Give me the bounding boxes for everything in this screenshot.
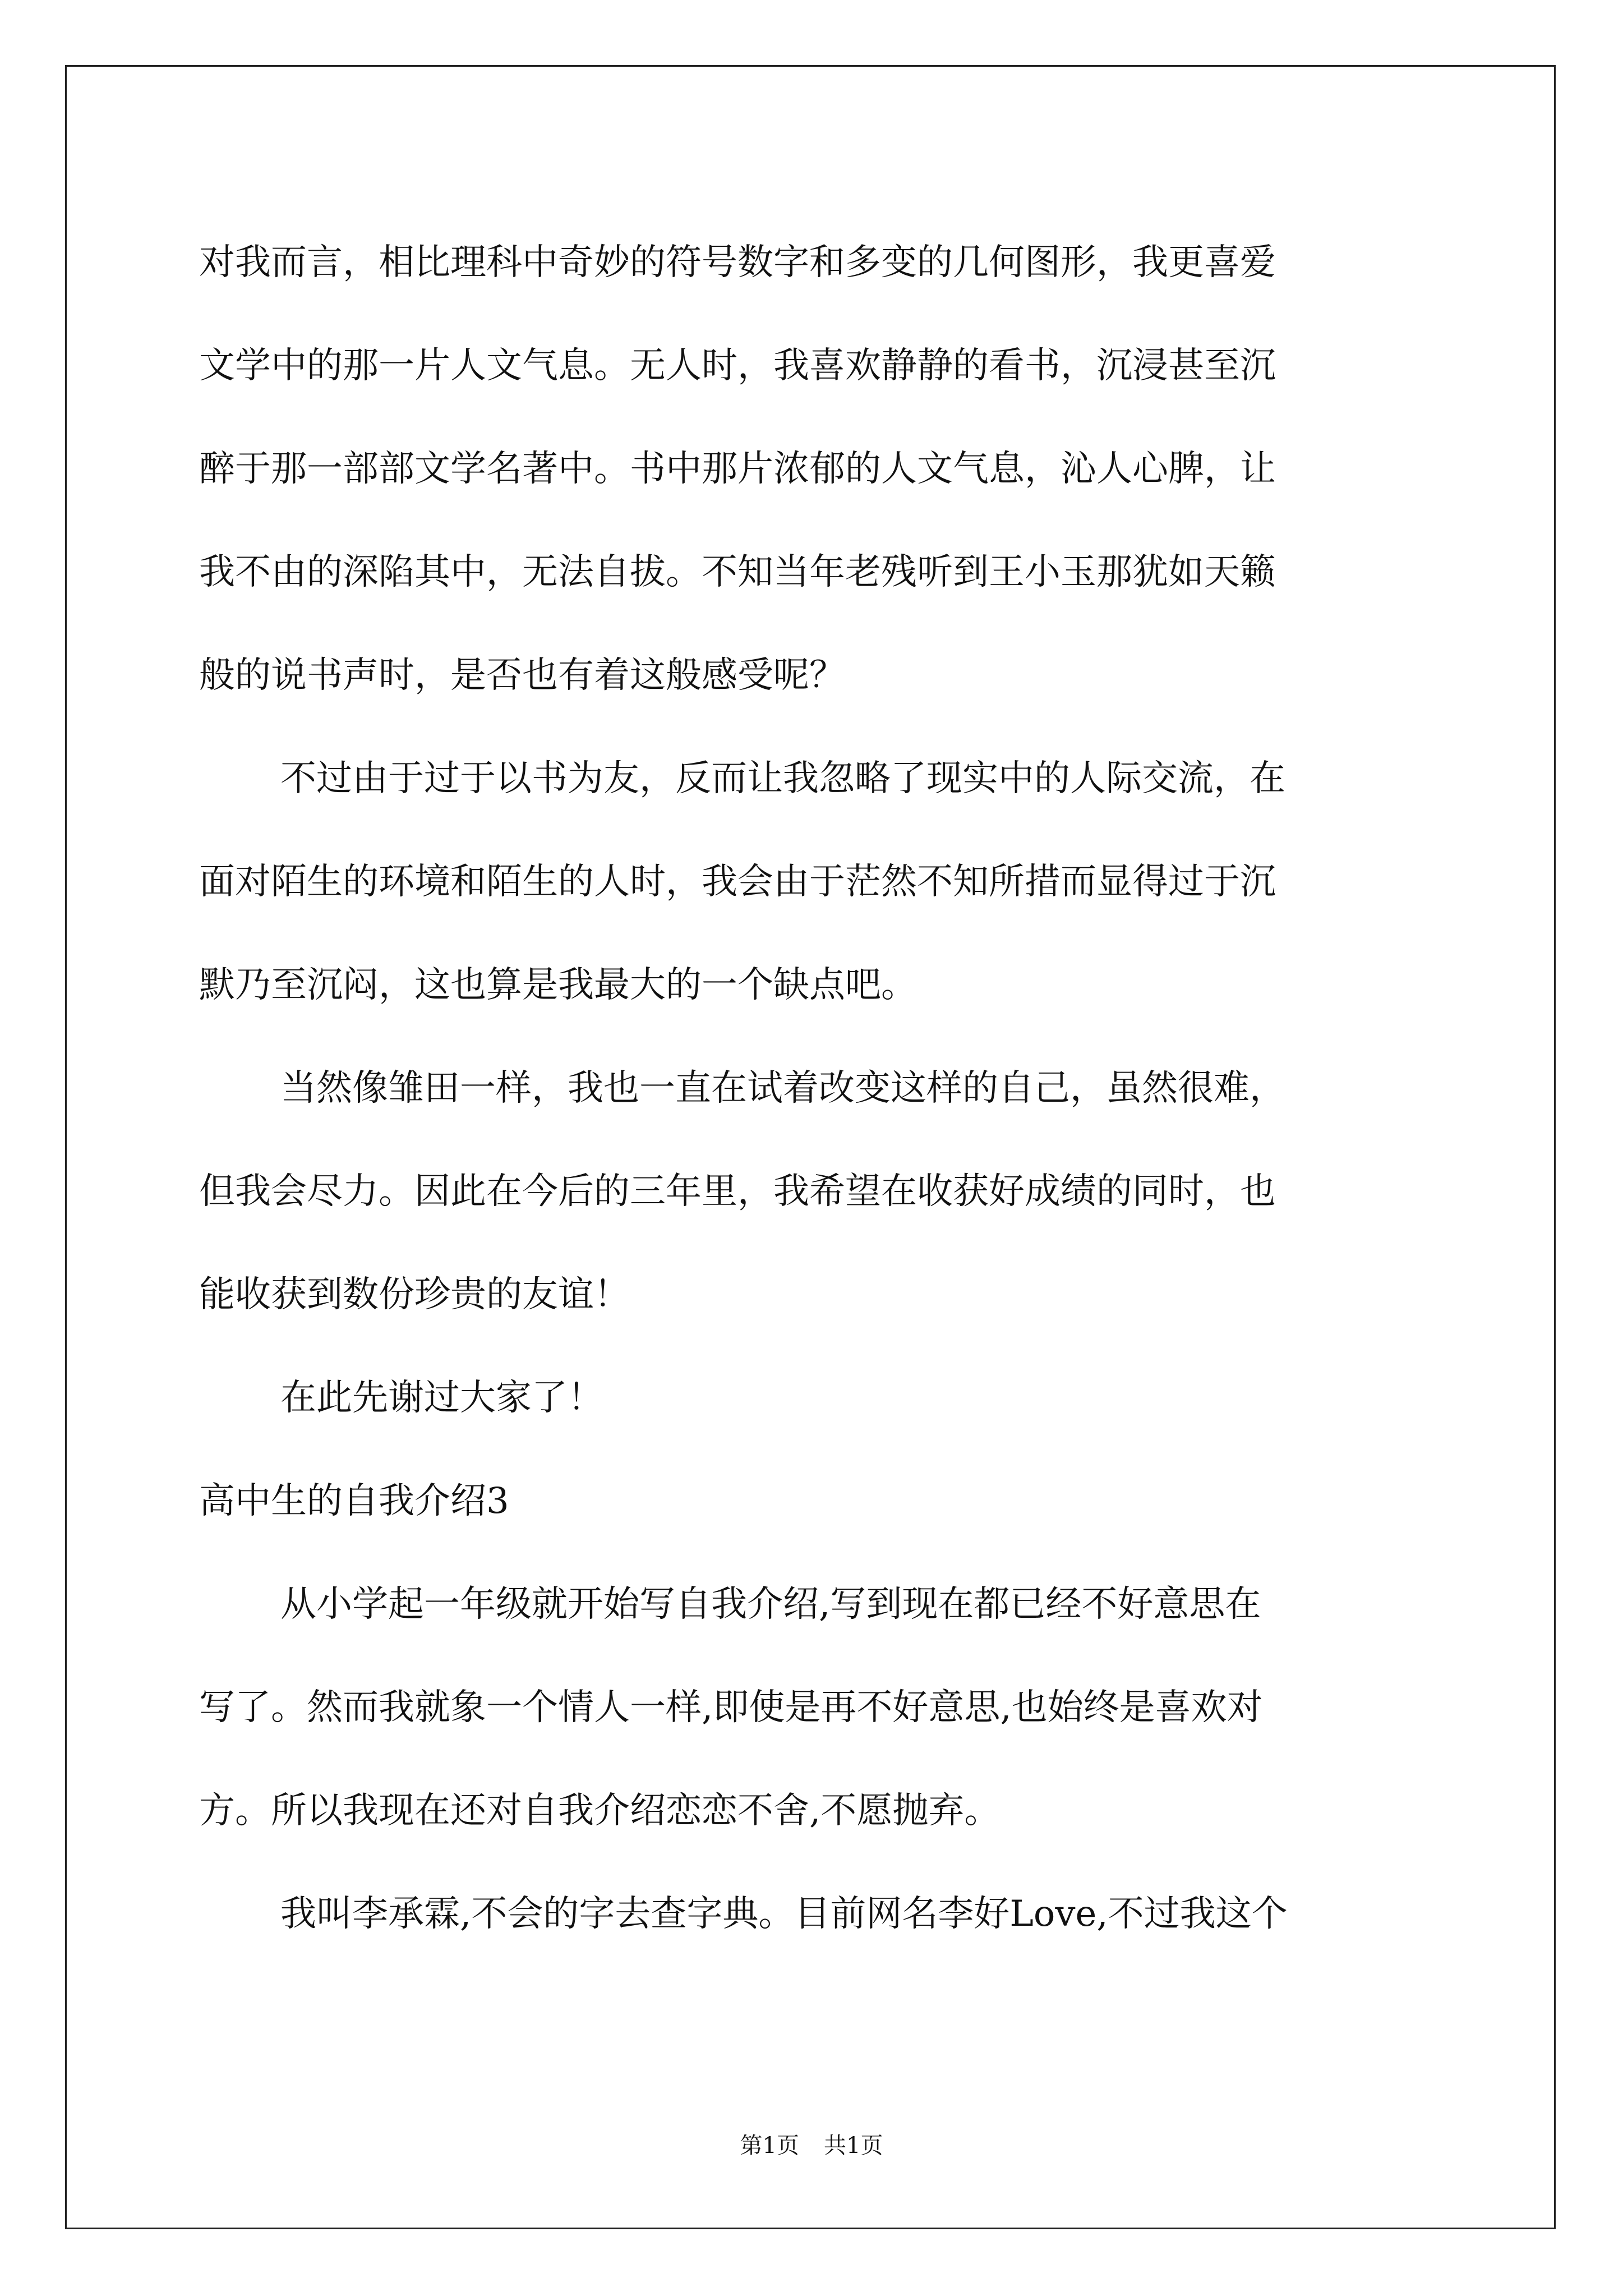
text-line: 醉于那一部部文学名著中。书中那片浓郁的人文气息，沁人心脾，让 <box>199 448 1276 490</box>
page-number: 第1页 <box>740 2133 799 2159</box>
paragraph-start: 我叫李承霖,不会的字去查字典。目前网名李好Love,不过我这个 <box>280 1893 1288 1935</box>
text-line: 写了。然而我就象一个情人一样,即使是再不好意思,也始终是喜欢对 <box>199 1687 1263 1728</box>
text-line: 默乃至沉闷，这也算是我最大的一个缺点吧。 <box>199 964 917 1006</box>
text-line: 面对陌生的环境和陌生的人时，我会由于茫然不知所措而显得过于沉 <box>199 861 1276 903</box>
text-line: 我不由的深陷其中，无法自拔。不知当年老残听到王小玉那犹如天籁 <box>199 551 1276 593</box>
text-line: 对我而言，相比理科中奇妙的符号数字和多变的几何图形，我更喜爱 <box>199 242 1276 283</box>
page-total: 共1页 <box>824 2133 883 2159</box>
document-body <box>199 211 1427 1966</box>
text-line: 般的说书声时，是否也有着这般感受呢？ <box>199 655 845 696</box>
section-heading: 高中生的自我介绍3 <box>199 1480 509 1522</box>
page-footer <box>0 2129 1623 2162</box>
paragraph-start: 不过由于过于以书为友，反而让我忽略了现实中的人际交流，在 <box>280 758 1285 799</box>
text-line: 但我会尽力。因此在今后的三年里，我希望在收获好成绩的同时，也 <box>199 1171 1276 1212</box>
paragraph-start: 从小学起一年级就开始写自我介绍,写到现在都已经不好意思在 <box>280 1584 1261 1625</box>
text-line: 能收获到数份珍贵的友谊！ <box>199 1274 630 1315</box>
paragraph-start: 在此先谢过大家了！ <box>280 1377 603 1419</box>
text-line: 方。所以我现在还对自我介绍恋恋不舍,不愿抛弃。 <box>199 1790 1000 1832</box>
paragraph-start: 当然像雏田一样，我也一直在试着改变这样的自己，虽然很难， <box>280 1068 1285 1109</box>
text-line: 文学中的那一片人文气息。无人时，我喜欢静静的看书，沉浸甚至沉 <box>199 345 1276 386</box>
